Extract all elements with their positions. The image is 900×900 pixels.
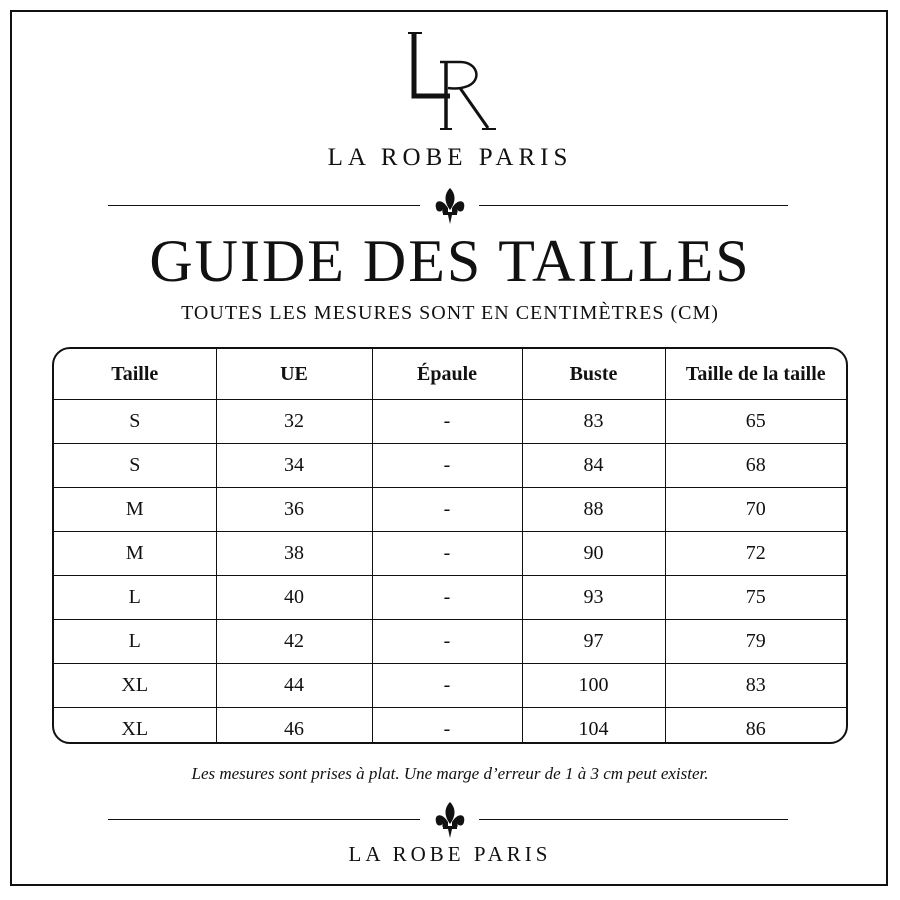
cell-shoulder: - [372,444,522,488]
cell-bust: 84 [522,444,665,488]
table-row [54,664,846,708]
cell-waist: 72 [665,532,846,576]
brand-name-bottom: LA ROBE PARIS [348,842,552,866]
size-table-container [52,347,848,744]
cell-shoulder: - [372,488,522,532]
brand-name-top: LA ROBE PARIS [327,144,573,171]
page-subtitle: TOUTES LES MESURES SONT EN CENTIMÈTRES (CM) [181,302,719,324]
cell-shoulder: - [372,400,522,444]
header-taille: Taille [54,349,216,400]
cell-eu: 36 [216,488,372,532]
cell-shoulder: - [372,576,522,620]
cell-shoulder: - [372,532,522,576]
cell-bust: 97 [522,620,665,664]
cell-eu: 46 [216,708,372,745]
cell-bust: 83 [522,400,665,444]
table-row [54,708,846,745]
divider-top [0,186,900,226]
header-buste: Buste [522,349,665,400]
measurement-note: Les mesures sont prises à plat. Une marge d’erreur de 1 à 3 cm peut exister. [191,764,709,783]
cell-waist: 75 [665,576,846,620]
fleur-de-lis-icon [432,800,468,840]
table-row [54,444,846,488]
table-row [54,576,846,620]
cell-waist: 65 [665,400,846,444]
brand-logo-monogram [400,28,510,136]
header-epaule: Épaule [372,349,522,400]
cell-waist: 79 [665,620,846,664]
table-row [54,488,846,532]
cell-size: S [54,400,216,444]
table-row [54,400,846,444]
cell-eu: 42 [216,620,372,664]
cell-size: L [54,576,216,620]
cell-size: L [54,620,216,664]
table-row [54,620,846,664]
cell-eu: 32 [216,400,372,444]
cell-bust: 88 [522,488,665,532]
cell-eu: 44 [216,664,372,708]
cell-shoulder: - [372,664,522,708]
cell-size: M [54,488,216,532]
cell-waist: 83 [665,664,846,708]
cell-bust: 104 [522,708,665,745]
table-header-row [54,349,846,400]
cell-eu: 38 [216,532,372,576]
cell-shoulder: - [372,708,522,745]
cell-bust: 100 [522,664,665,708]
header-ue: UE [216,349,372,400]
cell-waist: 70 [665,488,846,532]
cell-size: S [54,444,216,488]
page-title: GUIDE DES TAILLES [149,228,751,294]
divider-bottom [0,800,900,840]
cell-eu: 40 [216,576,372,620]
cell-waist: 86 [745,718,766,740]
cell-waist: 68 [665,444,846,488]
cell-eu: 34 [216,444,372,488]
cell-size: M [54,532,216,576]
header-tour-de-taille: Taille de la taille [665,349,846,400]
size-table [54,349,846,744]
cell-bust: 93 [522,576,665,620]
fleur-de-lis-icon [432,186,468,226]
cell-shoulder: - [372,620,522,664]
cell-size: XL [54,708,216,745]
table-row [54,532,846,576]
cell-size: XL [54,664,216,708]
cell-bust: 90 [522,532,665,576]
